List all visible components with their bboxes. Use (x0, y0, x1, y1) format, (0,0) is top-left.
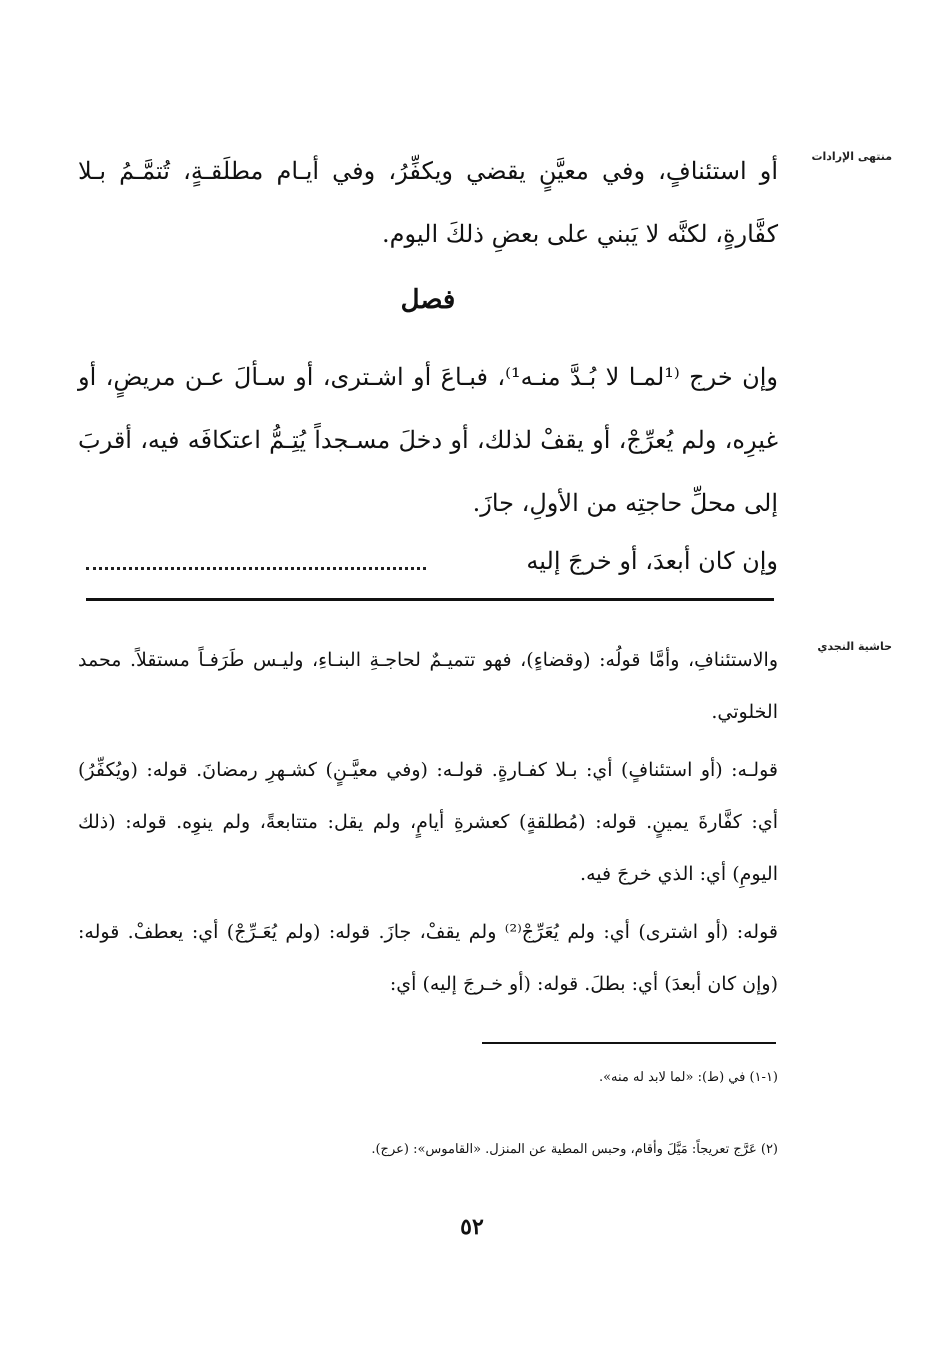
side-label-commentary: حاشية النجدي (817, 640, 892, 653)
footnote: (١-١) في (ط): «لما لابد له منه». (598, 1070, 778, 1085)
page-number: ٥٢ (460, 1214, 484, 1240)
section-heading: فصل (400, 285, 456, 315)
commentary-paragraph: والاستئنافِ، وأمَّا قولُه: (وقضاءٍ)، فهو تتميـمٌ لحاجـةِ البنـاءِ، وليـس طَرَفـاً مستقلاً. محمد الخلوتي. (78, 649, 778, 723)
footnote: (٢) عَرَّج تعريجاً: مَيَّلَ وأقام، وحبس المطية عن المنزل. «القاموس»: (عرج). (371, 1142, 778, 1157)
main-text-paragraph: أو استئنافٍ، وفي معيَّنٍ يقضي ويكفِّرُ، وفي أيـام مطلَقـةٍ، تُتمَّـمُ بـلا كفَّارةٍ، لكنَّه لا يَبني على بعضِ ذلكَ اليوم. (78, 157, 778, 248)
commentary-paragraph: قوله: (أو اشترى) أي: ولم يُعَرِّجْ⁽²⁾ ولم يقفْ، جازَ. قوله: (ولم يُعَـرِّجْ) أي: يعطفْ. قوله: (وإن كان أبعدَ) أي: بطلَ. قوله: (أو خـرجَ إليه) أي: (78, 921, 778, 995)
dotted-continuation-line (86, 567, 426, 570)
section-paragraph: وإن خرج ⁽¹لمـا لا بُـدَّ منـه¹⁾، فبـاعَ أو اشـترى، أو سـألَ عـن مريضٍ، أو غيرِه، ولم يُعرِّجْ، أو يقفْ لذلك، أو دخلَ مسـجداً يُتِـمُّ اعتكافَه فيه، أقربَ إلى محلِّ حاجتِه من الأولِ، جازَ. (78, 363, 778, 517)
section-paragraph-continuation: وإن كان أبعدَ، أو خرجَ إليه (526, 547, 778, 575)
commentary-paragraph: قولـه: (أو استئنافٍ) أي: بـلا كفـارةٍ. قولـه: (وفي معيَّـنٍ) كشـهرِ رمضانَ. قوله: (ويُكفِّرُ) أي: كفَّارةَ يمينٍ. قوله: (مُطلقةٍ) كعشرةِ أيامٍ، ولم يقل: متتابعةً، ولم ينوِه. قوله: (ذلك اليومِ) أي: الذي خرجَ فيه. (78, 759, 778, 885)
separator-rule (86, 598, 774, 601)
footnote-separator-rule (482, 1042, 776, 1044)
side-label-main-text: منتهى الإرادات (811, 150, 892, 163)
